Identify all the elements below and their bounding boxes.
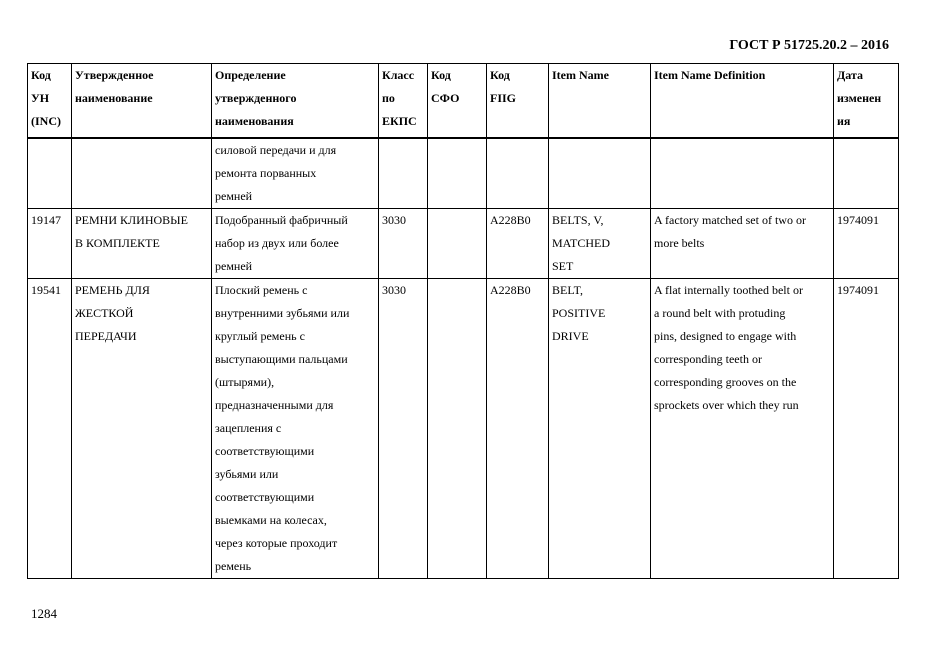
page-number: 1284 — [31, 606, 57, 621]
cell-definition: силовой передачи и для ремонта порванных ремней — [212, 138, 379, 209]
cell-date: 1974091 — [834, 278, 899, 578]
table-row — [28, 208, 899, 278]
cell-fiig — [487, 138, 549, 209]
cell-definition: Плоский ремень с внутренними зубьями или круглый ремень с выступающими пальцами (штырями), предназначенными для зацепления с соответствующими зубьями или соответствующими выемками на колесах, через которые проходит ремень — [212, 278, 379, 578]
catalog-table — [27, 63, 899, 579]
header-item-name-definition: Item Name Definition — [651, 64, 834, 138]
header-fiig: Код FIIG — [487, 64, 549, 138]
header-definition: Определение утвержденного наименования — [212, 64, 379, 138]
cell-inc — [28, 138, 72, 209]
cell-sfo — [428, 278, 487, 578]
header-sfo: Код СФО — [428, 64, 487, 138]
cell-item-name — [549, 138, 651, 209]
header-inc: Код УН (INC) — [28, 64, 72, 138]
cell-item-name: BELT, POSITIVE DRIVE — [549, 278, 651, 578]
cell-name: РЕМЕНЬ ДЛЯ ЖЕСТКОЙ ПЕРЕДАЧИ — [72, 278, 212, 578]
cell-fiig: A228B0 — [487, 208, 549, 278]
cell-sfo — [428, 138, 487, 209]
cell-item-def: A flat internally toothed belt or a round belt with protuding pins, designed to engage with corresponding teeth or corresponding grooves on the sprockets over which they run — [651, 278, 834, 578]
table-row — [28, 278, 899, 578]
cell-name — [72, 138, 212, 209]
header-approved-name: Утвержденное наименование — [72, 64, 212, 138]
cell-date: 1974091 — [834, 208, 899, 278]
cell-inc: 19147 — [28, 208, 72, 278]
cell-item-name: BELTS, V, MATCHED SET — [549, 208, 651, 278]
document-standard-header: ГОСТ Р 51725.20.2 – 2016 — [729, 38, 889, 53]
cell-definition: Подобранный фабричный набор из двух или более ремней — [212, 208, 379, 278]
cell-name: РЕМНИ КЛИНОВЫЕ В КОМПЛЕКТЕ — [72, 208, 212, 278]
table-row — [28, 138, 899, 209]
cell-fiig: A228B0 — [487, 278, 549, 578]
cell-sfo — [428, 208, 487, 278]
table-header-row — [28, 64, 899, 138]
header-class: Класс по ЕКПС — [379, 64, 428, 138]
cell-item-def: A factory matched set of two or more belts — [651, 208, 834, 278]
header-item-name: Item Name — [549, 64, 651, 138]
cell-class: 3030 — [379, 208, 428, 278]
cell-class — [379, 138, 428, 209]
cell-inc: 19541 — [28, 278, 72, 578]
cell-date — [834, 138, 899, 209]
cell-item-def — [651, 138, 834, 209]
header-change-date: Дата изменен ия — [834, 64, 899, 138]
cell-class: 3030 — [379, 278, 428, 578]
